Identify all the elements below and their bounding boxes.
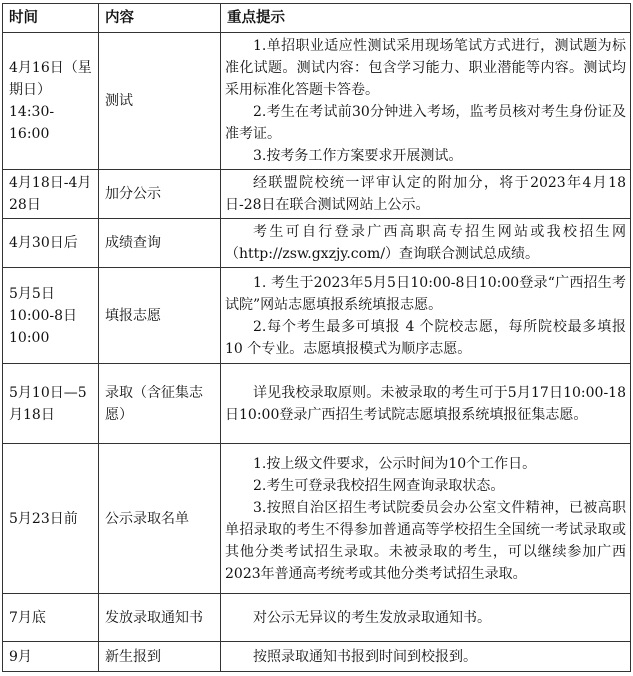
table-row [3, 642, 631, 672]
content-cell: 公示录取名单 [99, 444, 221, 594]
tip-line: 2.每个考生最多可填报 4 个院校志愿，每所院校最多填报 10 个专业。志愿填报模式为顺序志愿。 [225, 318, 626, 357]
table-row [3, 268, 631, 364]
tip-line: 3.按考务工作方案要求开展测试。 [253, 148, 463, 164]
tip-line: 2.考生可登录我校招生网查询录取状态。 [253, 477, 505, 494]
table-row [3, 594, 631, 642]
time-cell: 4月18日-4月28日 [3, 170, 99, 219]
content-cell: 录取（含征集志愿） [99, 364, 221, 444]
tip-line: 3.按照自治区招生考试院委员会办公室文件精神，已被高职单招录取的考生不得参加普通高等学校招生全国统一考试录取或其他分类考试招生录取。未被录取的考生，可以继续参加广西2023年普通高考统考或其他分类考试招生录取。 [225, 499, 626, 582]
header-content: 内容 [99, 4, 221, 33]
tip-line: 考生可自行登录广西高职高专招生网站或我校招生网（http://zsw.gxzjy.com/）查询联合测试总成绩。 [225, 224, 626, 262]
tips-cell [221, 219, 631, 268]
tips-cell [221, 33, 631, 170]
tips-cell [221, 364, 631, 444]
time-cell: 5月10日—5月18日 [3, 364, 99, 444]
schedule-table [2, 3, 631, 672]
tip-line: 1.按上级文件要求，公示时间为10个工作日。 [253, 455, 537, 472]
table-row [3, 444, 631, 594]
time-cell: 4月30日后 [3, 219, 99, 268]
header-tips: 重点提示 [221, 4, 631, 33]
content-cell: 加分公示 [99, 170, 221, 219]
tips-cell [221, 170, 631, 219]
table-row [3, 364, 631, 444]
tip-line: 详见我校录取原则。未被录取的考生可于5月17日10:00-18日10:00登录广西招生考试院志愿填报系统填报征集志愿。 [225, 384, 626, 423]
tips-cell [221, 594, 631, 642]
tip-line: 1. 考生于2023年5月5日10:00-8日10:00登录“广西招生考试院”网站志愿填报系统填报志愿。 [225, 274, 626, 313]
tip-line: 经联盟院校统一评审认定的附加分，将于2023年4月18日-28日在联合测试网站上公示。 [225, 175, 626, 213]
time-cell: 5月5日10:00-8日10:00 [3, 268, 99, 364]
table-row [3, 219, 631, 268]
time-cell: 5月23日前 [3, 444, 99, 594]
tip-line: 2.考生在考试前30分钟进入考场，监考员核对考生身份证及准考证。 [225, 104, 626, 142]
time-cell: 9月 [3, 642, 99, 672]
table-row [3, 170, 631, 219]
content-cell: 成绩查询 [99, 219, 221, 268]
tip-line: 1.单招职业适应性测试采用现场笔试方式进行，测试题为标准化试题。测试内容：包含学习能力、职业潜能等内容。测试均采用标准化答题卡答卷。 [225, 38, 626, 98]
content-cell: 填报志愿 [99, 268, 221, 364]
tip-line: 对公示无异议的考生发放录取通知书。 [253, 609, 491, 626]
header-row [3, 4, 631, 33]
tips-cell [221, 444, 631, 594]
tip-line: 按照录取通知书报到时间到校报到。 [253, 648, 477, 665]
time-cell: 7月底 [3, 594, 99, 642]
content-cell: 测试 [99, 33, 221, 170]
content-cell: 发放录取通知书 [99, 594, 221, 642]
table-row [3, 33, 631, 170]
content-cell: 新生报到 [99, 642, 221, 672]
tips-cell [221, 268, 631, 364]
header-time: 时间 [3, 4, 99, 33]
time-cell: 4月16日（星期日）14:30-16:00 [3, 33, 99, 170]
tips-cell [221, 642, 631, 672]
